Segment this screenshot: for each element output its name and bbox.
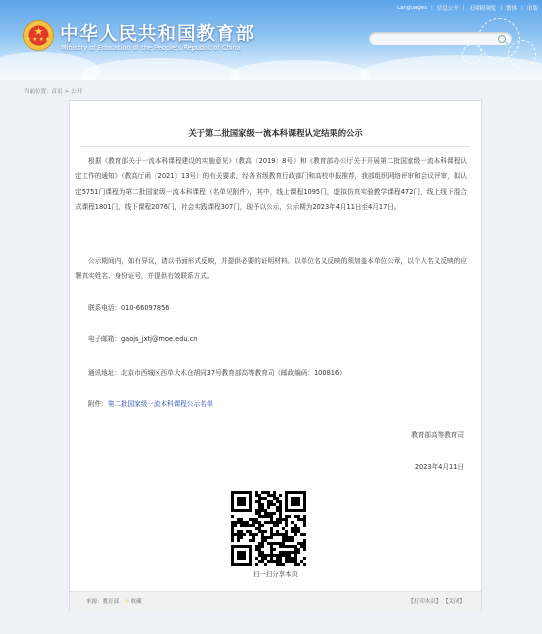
search-icon[interactable] xyxy=(498,35,506,43)
close-button[interactable]: 【关闭】 xyxy=(442,599,465,605)
nav-accessibility[interactable]: 无障碍浏览 xyxy=(468,6,497,12)
search-input[interactable] xyxy=(375,33,485,44)
paragraph-line: 国家级一流本科课程认定工作的通知》（教高厅函〔2021〕13号）的有关要求，经各省级教育行政部门和高校申 xyxy=(75,157,467,181)
contact-address: 通讯地址：北京市西城区西单大木仓胡同37号教育部高等教育司（邮政编码：100816） xyxy=(88,369,346,377)
paragraph-line: 章，以个人名义反映的应署真实姓名、身份证号，并提供有效联系方式。 xyxy=(75,257,468,281)
paragraph-line: 中，线上课程1095门，虚拟仿真实验教学课程472门，线上线下混合式课程1801门，线下课程2076门，社会实践 xyxy=(75,187,467,211)
article-footer xyxy=(70,591,481,611)
attachment-link[interactable]: 第二批国家级一流本科课程公示名单 xyxy=(107,400,214,408)
contact-email: 电子邮箱：gaojs_jxtj@moe.edu.cn xyxy=(88,335,198,343)
breadcrumb-label: 当前位置： xyxy=(24,89,52,95)
paragraph-line: 根据《教育部关于一流本科课程建设的实施意见》（教高〔2019〕8号）和《教育部办公厅关于开展第二批 xyxy=(88,157,401,165)
nav-info-disclosure[interactable]: 信息公开 xyxy=(436,6,459,12)
article-paragraph-1 xyxy=(75,154,467,215)
site-subtitle: Ministry of Education of the People's Republic of China xyxy=(61,44,241,52)
qr-code-icon xyxy=(231,491,306,566)
article-title: 关于第二批国家级一流本科课程认定结果的公示 xyxy=(188,128,363,138)
paragraph-line: 公示期间内，如有异议，请以书面形式反映，并提供必要的证明材料。以单位名义反映的须加盖本单位公 xyxy=(88,257,394,265)
paragraph-line: 报推荐，我部组织网络评审和会议评审，拟认定5751门课程为第二批国家级一流本科课程（名单见附件），其 xyxy=(75,172,467,196)
footer-left xyxy=(86,597,142,605)
search-box xyxy=(369,32,512,45)
source-label: 来源：教育部 xyxy=(86,599,120,605)
attachment-label: 附件： xyxy=(88,400,108,408)
site-header xyxy=(0,0,542,80)
breadcrumb xyxy=(24,87,82,95)
footer-right xyxy=(408,597,465,605)
paragraph-line: 课程307门，现予以公示，公示期为2023年4月11日至4月17日。 xyxy=(207,202,401,211)
national-emblem-icon: ★ ★★★★ xyxy=(24,21,53,50)
star-icon[interactable]: ☆ xyxy=(124,598,130,605)
qr-caption: 扫一扫分享本页 xyxy=(253,570,298,578)
signer: 教育部高等教育司 xyxy=(411,431,464,439)
publish-date: 2023年4月11日 xyxy=(414,463,464,471)
nav-languages[interactable]: Languages xyxy=(396,5,427,11)
print-button[interactable]: 【打印本页】 xyxy=(408,599,442,605)
article-panel xyxy=(69,100,482,611)
breadcrumb-home[interactable]: 首页 xyxy=(51,89,63,95)
contact-phone: 联系电话：010-66097856 xyxy=(88,304,170,312)
top-nav: Languages | 信息公开 | 无障碍浏览 | 繁体 | 旧版 xyxy=(396,5,538,12)
site-title: 中华人民共和国教育部 xyxy=(60,24,256,45)
attachment-row xyxy=(88,398,213,408)
title-divider xyxy=(80,146,470,147)
nav-old-version[interactable]: 旧版 xyxy=(526,6,538,12)
article-paragraph-2 xyxy=(75,254,467,285)
breadcrumb-public[interactable]: 公开 xyxy=(71,89,83,95)
breadcrumb-separator: > xyxy=(64,89,70,95)
favorite-button[interactable]: 收藏 xyxy=(130,599,142,605)
nav-traditional[interactable]: 繁体 xyxy=(506,6,518,12)
